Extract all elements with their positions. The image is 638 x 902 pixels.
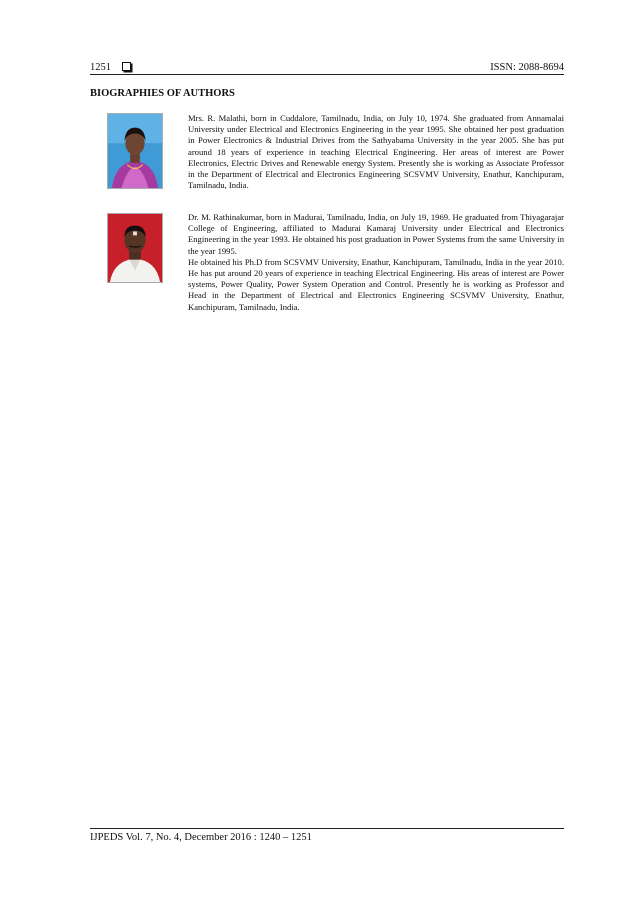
issn: ISSN: 2088-8694 — [490, 62, 564, 73]
page-footer: IJPEDS Vol. 7, No. 4, December 2016 : 1240 – 1251 — [90, 832, 312, 843]
square-box-icon — [122, 62, 131, 71]
author-bio-malathi — [188, 113, 564, 191]
author-bio-rathinakumar — [188, 212, 564, 313]
section-title: BIOGRAPHIES OF AUTHORS — [90, 88, 235, 99]
footer-rule — [90, 828, 564, 829]
header-rule — [90, 74, 564, 75]
author-photo-malathi — [107, 113, 163, 189]
bio-paragraph: Mrs. R. Malathi, born in Cuddalore, Tamilnadu, India, on July 10, 1974. She graduated from Annamalai University under Electrical and Electronics Engineering in the year 1995. She obtained her post graduation in Power Electronics & Industrial Drives from the Sathyabama University in the year 2005. She has put around 18 years of experience in teaching Electrical Engineering. Her areas of interest are Power Electronics, Electric Drives and Renewable energy System. Presently she is working as Associate Professor in the Department of Electrical and Electronics Engineering SCSVMV University, Enathur, Kanchipuram, Tamilnadu, India. — [188, 113, 564, 191]
author-photo-rathinakumar — [107, 213, 163, 283]
page-header — [90, 62, 564, 74]
page-number: 1251 — [90, 62, 111, 73]
bio-paragraph: Dr. M. Rathinakumar, born in Madurai, Tamilnadu, India, on July 19, 1969. He graduated from Thiyagarajar College of Engineering, affiliated to Madurai Kamaraj University under Electrical and Electronics Engineering in the year 1993. He obtained his post graduation in Power Systems from the same University in the year 1995. — [188, 212, 564, 256]
bio-paragraph: He obtained his Ph.D from SCSVMV University, Enathur, Kanchipuram, Tamilnadu, India in the year 2010. He has put around 20 years of experience in teaching Electrical Engineering. His areas of interest are Power systems, Power Quality, Power System Operation and Control. Presently he is working as Professor and Head in the Department of Electrical and Electronics Engineering SCSVMV University, Enathur, Kanchipuram, Tamilnadu, India. — [188, 256, 564, 312]
